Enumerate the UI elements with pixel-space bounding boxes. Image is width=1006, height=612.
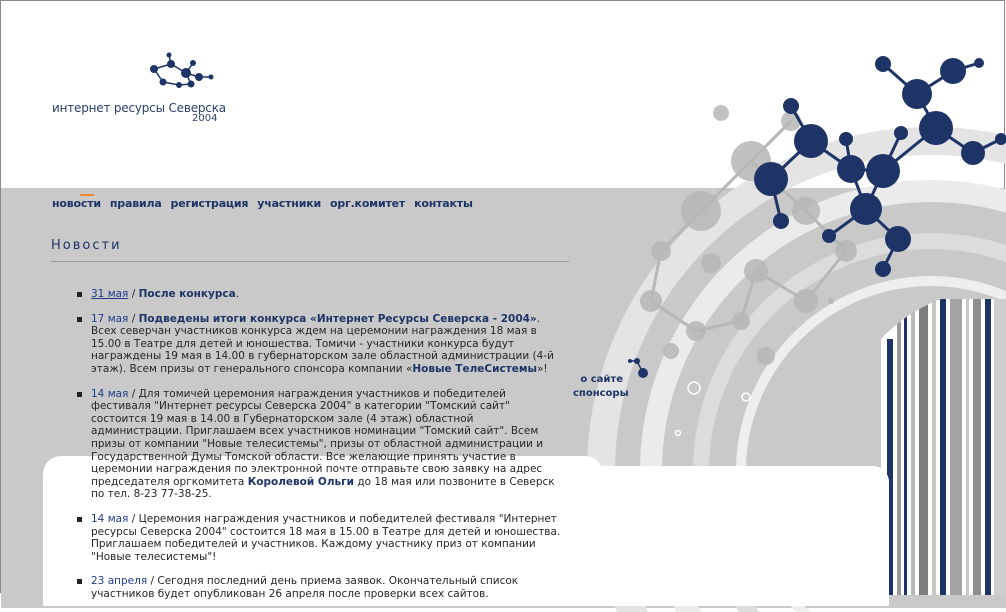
- main-nav: [52, 197, 473, 210]
- side-links: [573, 373, 629, 401]
- news-date-link[interactable]: 14 мая: [91, 512, 129, 525]
- news-item: 31 мая / После конкурса.: [75, 288, 567, 301]
- news-date-link[interactable]: 14 мая: [91, 387, 129, 400]
- news-date-link[interactable]: 23 апреля: [91, 575, 148, 588]
- news-item: 14 мая / Для томичей церемония награждения участников и победителей фестиваля "Интернет ресурсы Северска 2004" в категории "Томский сайт" состоится 19 мая в 14.00 в Губернаторском зале (4 этаж) областной администрации. Приглашаем всех участников номинации "Томский сайт". Всем призы от компании "Новые телесистемы", призы от областной администрации и Государственной Думы Томской области. Все желающие принять участие в церемонии награждения по электронной почте отправьте свою заявку на адрес председателя оргкомитета Королевой Ольги до 18 мая или позвоните в Северск по тел. 8-23 77-38-25.: [75, 388, 567, 501]
- logo-year: 2004: [192, 113, 218, 124]
- title-divider: [51, 261, 569, 262]
- news-headline-link[interactable]: После конкурса: [138, 288, 236, 300]
- nav-org-committee[interactable]: орг.комитет: [330, 197, 406, 210]
- news-item: 23 апреля / Сегодня последний день приема заявок. Окончательный список участников будет опубликован 26 апреля после проверки всех сайтов.: [75, 575, 567, 600]
- news-list: [75, 288, 567, 612]
- news-item: 17 мая / Подведены итоги конкурса «Интернет Ресурсы Северска - 2004». Всех северчан участников конкурса ждем на церемонии награждения 18 мая в 15.00 в Театре для детей и юношества. Томичи - участники конкурса будут награждены 19 мая в 14.00 в губернаторском зале областной администрации (4-й этаж). Всем призы от генерального спонсора компании «Новые ТелеСистемы»!: [75, 313, 567, 376]
- chairman-email-link[interactable]: Королевой Ольги: [247, 475, 355, 488]
- nav-rules[interactable]: правила: [109, 197, 162, 210]
- nav-news[interactable]: новости: [52, 197, 101, 210]
- striped-ring-artwork: [881, 299, 1006, 595]
- nav-registration[interactable]: регистрация: [170, 197, 249, 210]
- logo-text: интернет ресурсы Северска: [52, 101, 226, 115]
- news-date-link[interactable]: 17 мая: [91, 312, 129, 325]
- news-headline-link[interactable]: Подведены итоги конкурса «Интернет Ресурсы Северска - 2004»: [138, 312, 537, 325]
- side-molecule-icon: [625, 353, 655, 383]
- nav-contacts[interactable]: контакты: [414, 197, 473, 210]
- side-panel-bottom: [589, 466, 889, 606]
- news-item: 14 мая / Церемония награждения участников и победителей фестиваля "Интернет ресурсы Северска 2004" состоится 18 мая в 15.00 в Театре для детей и юношества. Приглашаем победителей и участников. Каждому участнику приз от компании "Новые телесистемы"!: [75, 513, 567, 563]
- sponsors-link[interactable]: спонсоры: [573, 388, 629, 399]
- page-title: Новости: [51, 238, 122, 253]
- about-site-link[interactable]: о сайте: [580, 374, 623, 385]
- sponsor-link[interactable]: Новые ТелеСистемы: [412, 362, 537, 375]
- nav-participants[interactable]: участники: [257, 197, 321, 210]
- news-date-link[interactable]: 31 мая: [91, 288, 129, 300]
